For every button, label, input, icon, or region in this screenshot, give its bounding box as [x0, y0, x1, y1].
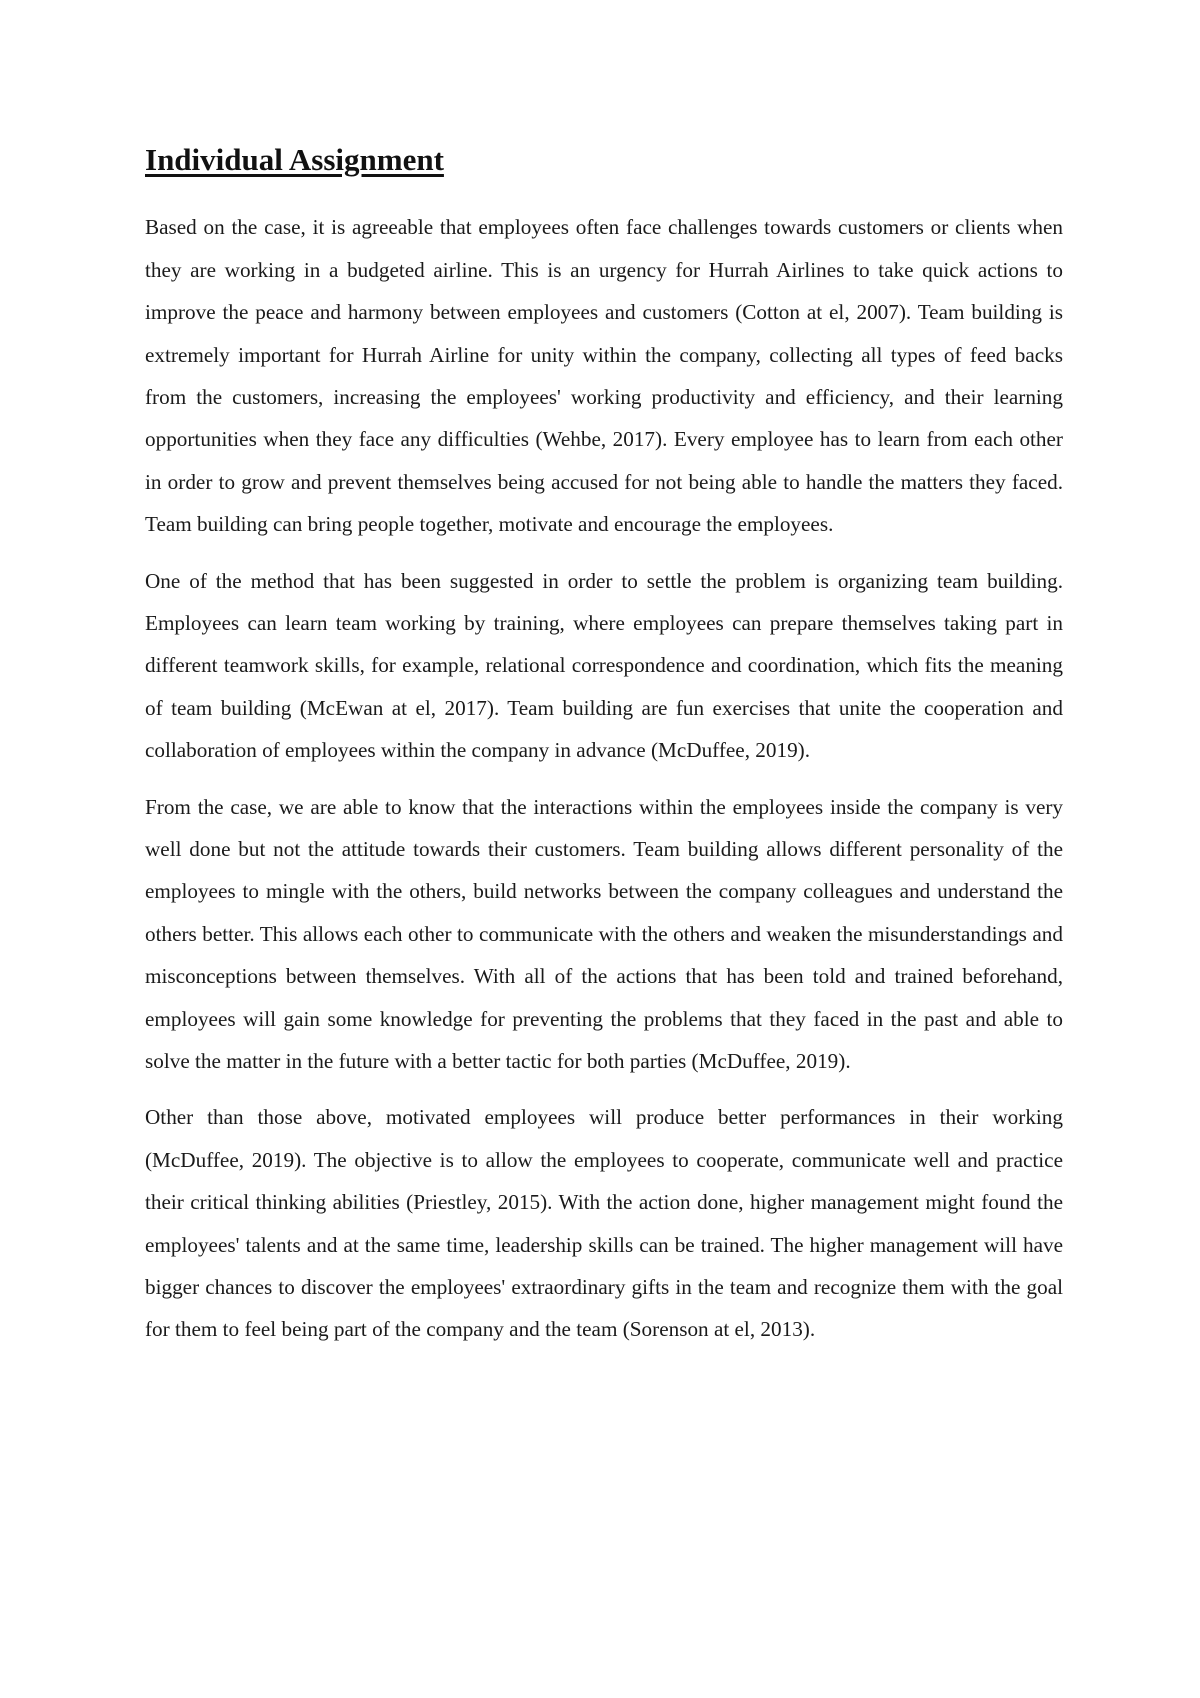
paragraph-4: Other than those above, motivated employees will produce better performances in their working (McDuffee, 2019). The objective is to allow the employees to cooperate, communicate well and practice their critical thinking abilities (Priestley, 2015). With the action done, higher management might found the employees' talents and at the same time, leadership skills can be trained. The higher management will have bigger chances to discover the employees' extraordinary gifts in the team and recognize them with the goal for them to feel being part of the company and the team (Sorenson at el, 2013).: [145, 1105, 1063, 1342]
paragraph-1: Based on the case, it is agreeable that employees often face challenges towards customers or clients when they are working in a budgeted airline. This is an urgency for Hurrah Airlines to take quick actions to improve the peace and harmony between employees and customers (Cotton at el, 2007). Team building is extremely important for Hurrah Airline for unity within the company, collecting all types of feed backs from the customers, increasing the employees' working productivity and efficiency, and their learning opportunities when they face any difficulties (Wehbe, 2017). Every employee has to learn from each other in order to grow and prevent themselves being accused for not being able to handle the matters they faced. Team building can bring people together, motivate and encourage the employees.: [145, 215, 1063, 537]
paragraph-2: One of the method that has been suggested in order to settle the problem is organizing team building. Employees can learn team working by training, where employees can prepare themselves taking part in different teamwork skills, for example, relational correspondence and coordination, which fits the meaning of team building (McEwan at el, 2017). Team building are fun exercises that unite the cooperation and collaboration of employees within the company in advance (McDuffee, 2019).: [145, 568, 1063, 763]
document-title: Individual Assignment: [145, 142, 444, 177]
paragraph-3: From the case, we are able to know that the interactions within the employees inside the company is very well done but not the attitude towards their customers. Team building allows different personality of the employees to mingle with the others, build networks between the company colleagues and understand the others better. This allows each other to communicate with the others and weaken the misunderstandings and misconceptions between themselves. With all of the actions that has been told and trained beforehand, employees will gain some knowledge for preventing the problems that they faced in the past and able to solve the matter in the future with a better tactic for both parties (McDuffee, 2019).: [145, 794, 1063, 1074]
document-body: [145, 140, 1063, 1365]
